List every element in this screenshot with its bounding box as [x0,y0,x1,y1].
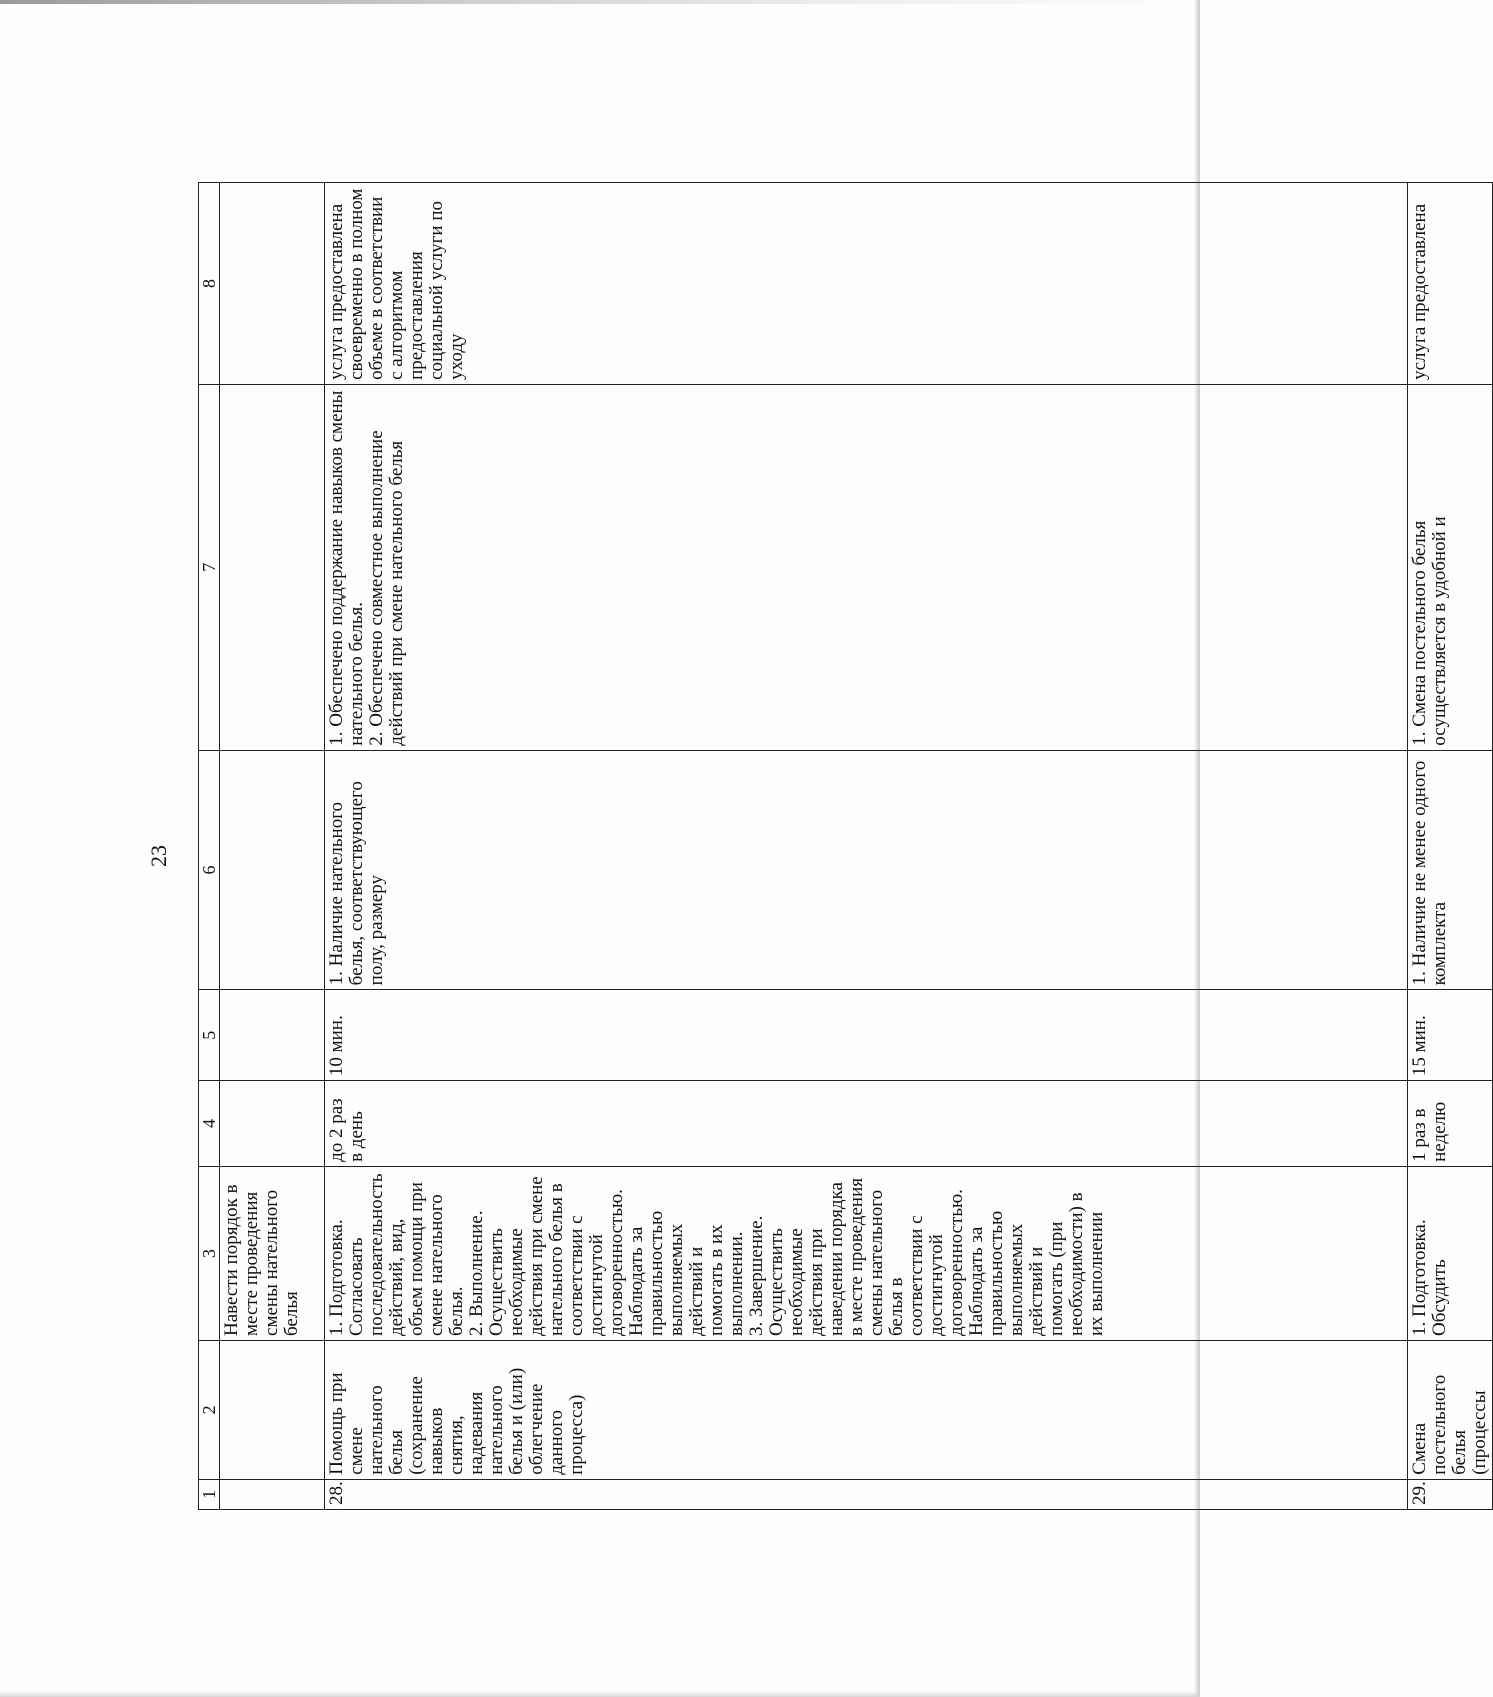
header-cell: 4 [199,1081,220,1167]
table-header-row [199,183,220,1510]
frequency-cell [220,1081,325,1167]
table-row [1408,183,1493,1510]
row-number-cell: 29. [1408,1479,1493,1509]
row-number-cell: 28. [325,1479,1408,1509]
service-description-cell: 1. Подготовка. Обсудить [1408,1166,1493,1340]
conditions-cell: 1. Наличие не менее одного комплекта [1408,750,1493,990]
header-cell: 3 [199,1166,220,1340]
service-description-cell: Навести порядок в месте проведения смены нательного белья [220,1166,325,1340]
table-row [325,183,1408,1510]
service-name-cell: Помощь при смене нательного белья (сохранение навыков снятия, надевания нательного белья и (или) облегчение данного процесса) [325,1340,1408,1479]
conditions-cell [220,750,325,990]
conditions-cell: 1. Наличие нательного белья, соответствующего полу, размеру [325,750,1408,990]
quality-indicators-cell: 1. Обеспечено поддержание навыков смены нательного белья. 2. Обеспечено совместное выполнение действий при смене нательного белья [325,384,1408,750]
duration-cell: 10 мин. [325,990,1408,1081]
header-cell: 5 [199,990,220,1081]
header-cell: 2 [199,1340,220,1479]
table-rotator [198,182,1490,1510]
service-description-cell: 1. Подготовка. Согласовать последовательность действий, вид, объем помощи при смене нательного белья. 2. Выполнение. Осуществить необходимые действия при смене нательного белья в соответствии с достигнутой договоренностью. Наблюдать за правильностью выполняемых действий и помогать в их выполнении. 3. Завершение. Осуществить необходимые действия при наведении порядка в месте проведения смены нательного белья в соответствии с достигнутой договоренностью. Наблюдать за правильностью выполняемых действий и помогать (при необходимости) в их выполнении [325,1166,1408,1340]
duration-cell [220,990,325,1081]
quality-indicators-cell [220,384,325,750]
service-name-cell [220,1340,325,1479]
header-cell: 8 [199,183,220,385]
page-number: 23 [146,845,171,867]
frequency-cell: 1 раз в неделю [1408,1081,1493,1167]
result-evaluation-cell [220,183,325,385]
services-table [198,182,1493,1510]
frequency-cell: до 2 раз в день [325,1081,1408,1167]
header-cell: 6 [199,750,220,990]
service-name-cell: Смена постельного белья (процессы [1408,1340,1493,1479]
quality-indicators-cell: 1. Смена постельного белья осуществляется в удобной и [1408,384,1493,750]
result-evaluation-cell: услуга предоставлена своевременно в полном объеме в соответствии с алгоритмом предоставления социальной услуги по уходу [325,183,1408,385]
header-cell: 1 [199,1479,220,1509]
header-cell: 7 [199,384,220,750]
scan-edge-bottom [0,1691,1200,1697]
row-number-cell [220,1479,325,1509]
duration-cell: 15 мин. [1408,990,1493,1081]
table-row [220,183,325,1510]
scan-edge-top [0,0,1200,4]
result-evaluation-cell: услуга предоставлена [1408,183,1493,385]
